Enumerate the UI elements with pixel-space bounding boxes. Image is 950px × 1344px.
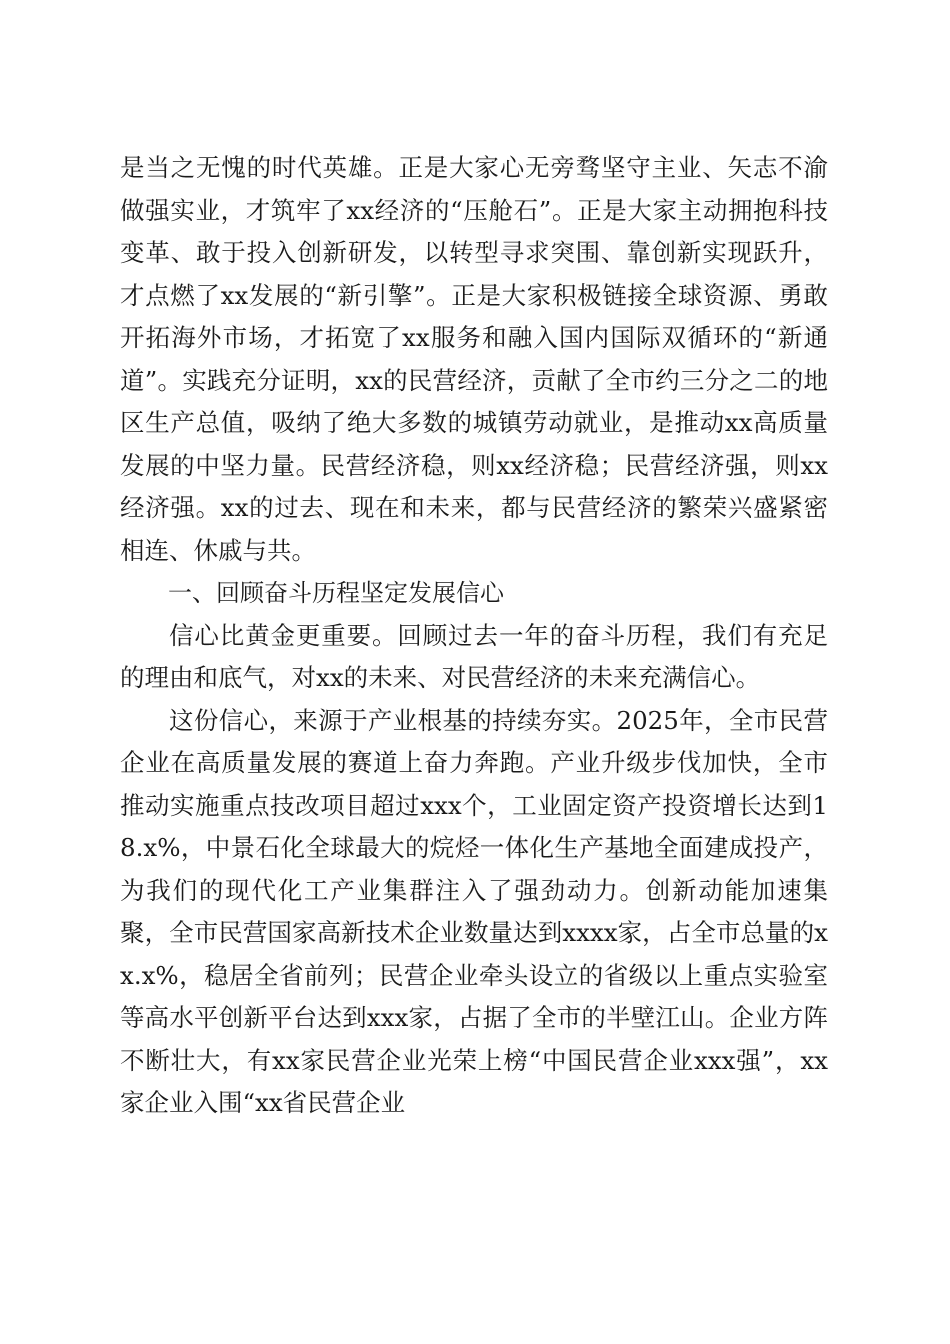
paragraph-confidence: 信心比黄金更重要。回顾过去一年的奋斗历程，我们有充足的理由和底气，对xx的未来、对民营经济的未来充满信心。	[120, 620, 828, 692]
document-body	[120, 147, 828, 1125]
paragraph-industry-foundation: 这份信心，来源于产业根基的持续夯实。2025年，全市民营企业在高质量发展的赛道上奋力奔跑。产业升级步伐加快，全市推动实施重点技改项目超过xxx个，工业固定资产投资增长达到18.x%，中景石化全球最大的烷烃一体化生产基地全面建成投产，为我们的现代化工产业集群注入了强劲动力。创新动能加速集聚，全市民营国家高新技术企业数量达到xxxx家，占全市总量的xx.x%，稳居全省前列；民营企业牵头设立的省级以上重点实验室等高水平创新平台达到xxx家，占据了全市的半壁江山。企业方阵不断壮大，有xx家民营企业光荣上榜“中国民营企业xxx强”，xx家企业入围“xx省民营企业	[120, 705, 828, 1117]
section-heading: 一、回顾奋斗历程坚定发展信心	[168, 579, 504, 607]
paragraph-continuation: 是当之无愧的时代英雄。正是大家心无旁骛坚守主业、矢志不渝做强实业，才筑牢了xx经济的“压舱石”。正是大家主动拥抱科技变革、敢于投入创新研发，以转型寻求突围、靠创新实现跃升，才点燃了xx发展的“新引擎”。正是大家积极链接全球资源、勇敢开拓海外市场，才拓宽了xx服务和融入国内国际双循环的“新通道”。实践充分证明，xx的民营经济，贡献了全市约三分之二的地区生产总值，吸纳了绝大多数的城镇劳动就业，是推动xx高质量发展的中坚力量。民营经济稳，则xx经济稳；民营经济强，则xx经济强。xx的过去、现在和未来，都与民营经济的繁荣兴盛紧密相连、休戚与共。	[120, 153, 828, 565]
